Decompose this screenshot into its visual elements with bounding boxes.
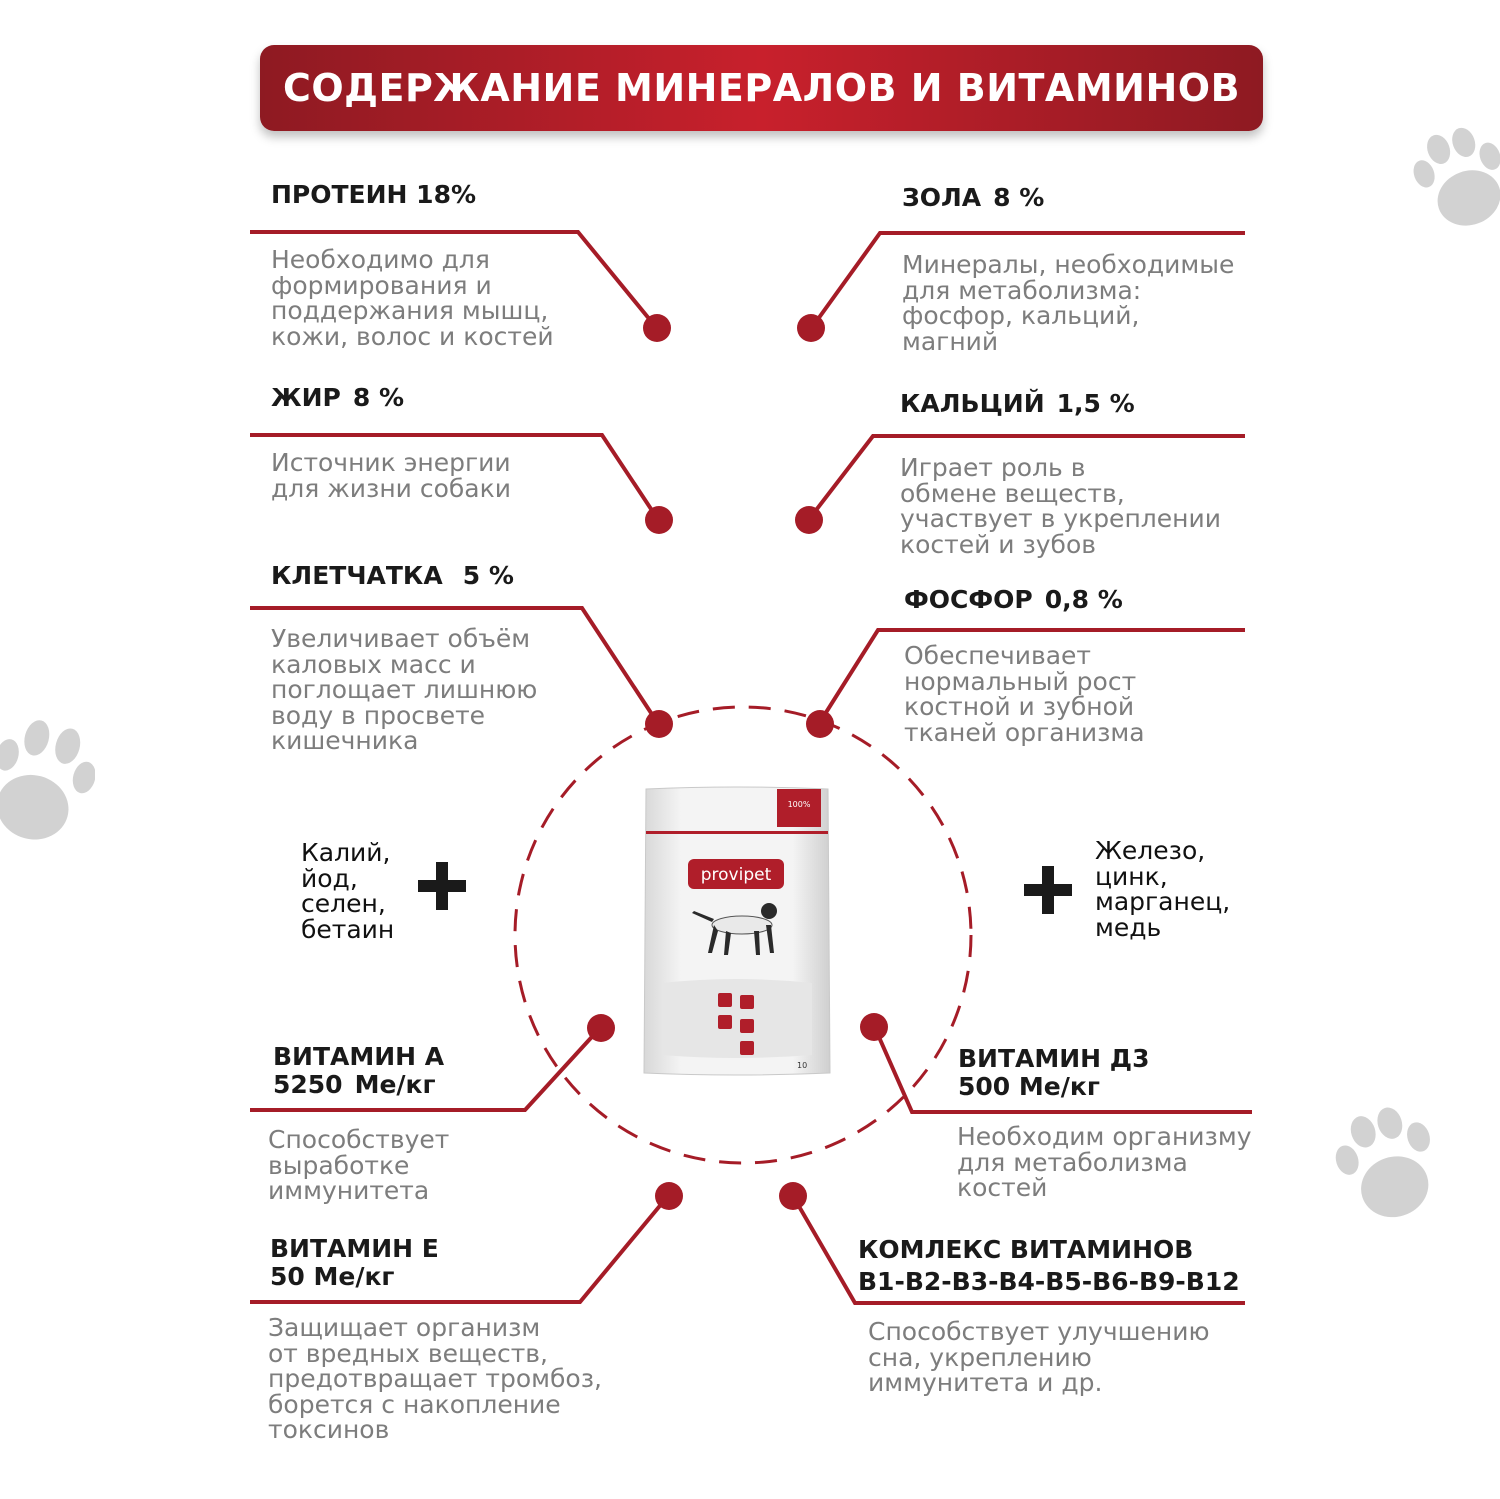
- b-complex-desc: Способствует улучшению сна, укреплению иммунитета и др.: [868, 1317, 1210, 1397]
- vitamin-e-value: 50 Ме/кг: [270, 1262, 395, 1291]
- vitamin-a-title: [273, 1043, 444, 1099]
- dot-fat: [645, 506, 673, 534]
- calcium-value: 1,5 %: [1056, 389, 1135, 418]
- ash-title: [902, 184, 1044, 212]
- vitamin-e-name: ВИТАМИН Е: [270, 1234, 439, 1263]
- fat-value: 8 %: [352, 383, 405, 412]
- fiber-value: 5 %: [462, 561, 514, 590]
- ash-desc: Минералы, необходимые для метаболизма: фосфор, кальций, магний: [902, 250, 1235, 356]
- extra-minerals-left: Калий, йод, селен, бетаин: [301, 838, 395, 944]
- paw-icon: [1408, 118, 1500, 242]
- extra-minerals-right: Железо, цинк, марганец, медь: [1095, 836, 1231, 942]
- phosphorus-desc: Обеспечивает нормальный рост костной и зубной тканей организма: [904, 641, 1145, 747]
- protein-title: [271, 181, 476, 209]
- product-bag-image: [642, 785, 832, 1077]
- vitamin-a-value: 5250: [273, 1070, 343, 1099]
- bag-badge: 100%: [787, 800, 811, 809]
- dot-protein: [643, 314, 671, 342]
- vitamin-a-unit: Ме/кг: [354, 1070, 436, 1099]
- dot-vitamin-d3: [860, 1013, 888, 1041]
- paw-icon: [1332, 1098, 1442, 1228]
- dot-phosphorus: [806, 710, 834, 738]
- vitamin-a-name: ВИТАМИН А: [273, 1042, 445, 1071]
- fat-title: [271, 384, 404, 412]
- b-complex-name: КОМЛЕКС ВИТАМИНОВ: [858, 1235, 1194, 1264]
- protein-desc: Необходимо для формирования и поддержания мышц, кожи, волос и костей: [271, 245, 554, 351]
- plus-icon: [1024, 866, 1072, 914]
- vitamin-d3-title: [958, 1045, 1149, 1101]
- vitamin-e-desc: Защищает организм от вредных веществ, предотвращает тромбоз, борется с накопление токсинов: [268, 1313, 602, 1444]
- calcium-desc: Играет роль в обмене веществ, участвует в укреплении костей и зубов: [900, 453, 1221, 559]
- dot-fiber: [645, 710, 673, 738]
- dot-calcium: [795, 506, 823, 534]
- phosphorus-name: ФОСФОР: [904, 585, 1033, 614]
- dot-vitamin-a: [587, 1014, 615, 1042]
- phosphorus-title: [904, 586, 1123, 614]
- plus-icon: [418, 862, 466, 910]
- b-complex-value: B1-B2-B3-B4-B5-B6-B9-B12: [858, 1267, 1240, 1296]
- dot-ash: [797, 314, 825, 342]
- bag-weight: 10: [797, 1061, 808, 1070]
- fat-desc: Источник энергии для жизни собаки: [271, 448, 511, 503]
- page-title: СОДЕРЖАНИЕ МИНЕРАЛОВ И ВИТАМИНОВ: [282, 66, 1241, 110]
- vitamin-d3-name: ВИТАМИН Д3: [958, 1044, 1150, 1073]
- vitamin-a-desc: Способствует выработке иммунитета: [268, 1125, 450, 1205]
- b-complex-title: [858, 1236, 1240, 1296]
- dot-vitamin-e: [655, 1182, 683, 1210]
- fiber-title: [271, 562, 514, 590]
- ash-value: 8 %: [993, 183, 1045, 212]
- bag-brand: provipet: [700, 865, 772, 885]
- phosphorus-value: 0,8 %: [1044, 585, 1123, 614]
- fiber-desc: Увеличивает объём каловых масс и поглощает лишнюю воду в просвете кишечника: [271, 624, 538, 755]
- vitamin-e-title: [270, 1235, 439, 1291]
- paw-icon: [0, 706, 95, 856]
- calcium-name: КАЛЬЦИЙ: [900, 389, 1045, 418]
- vitamin-d3-desc: Необходим организму для метаболизма костей: [957, 1122, 1252, 1202]
- fat-name: ЖИР: [271, 383, 341, 412]
- vitamin-d3-value: 500 Ме/кг: [958, 1072, 1100, 1101]
- ash-name: ЗОЛА: [902, 183, 982, 212]
- dot-b-complex: [779, 1182, 807, 1210]
- protein-name: ПРОТЕИН 18%: [271, 180, 477, 209]
- calcium-title: [900, 390, 1135, 418]
- fiber-name: КЛЕТЧАТКА: [271, 561, 443, 590]
